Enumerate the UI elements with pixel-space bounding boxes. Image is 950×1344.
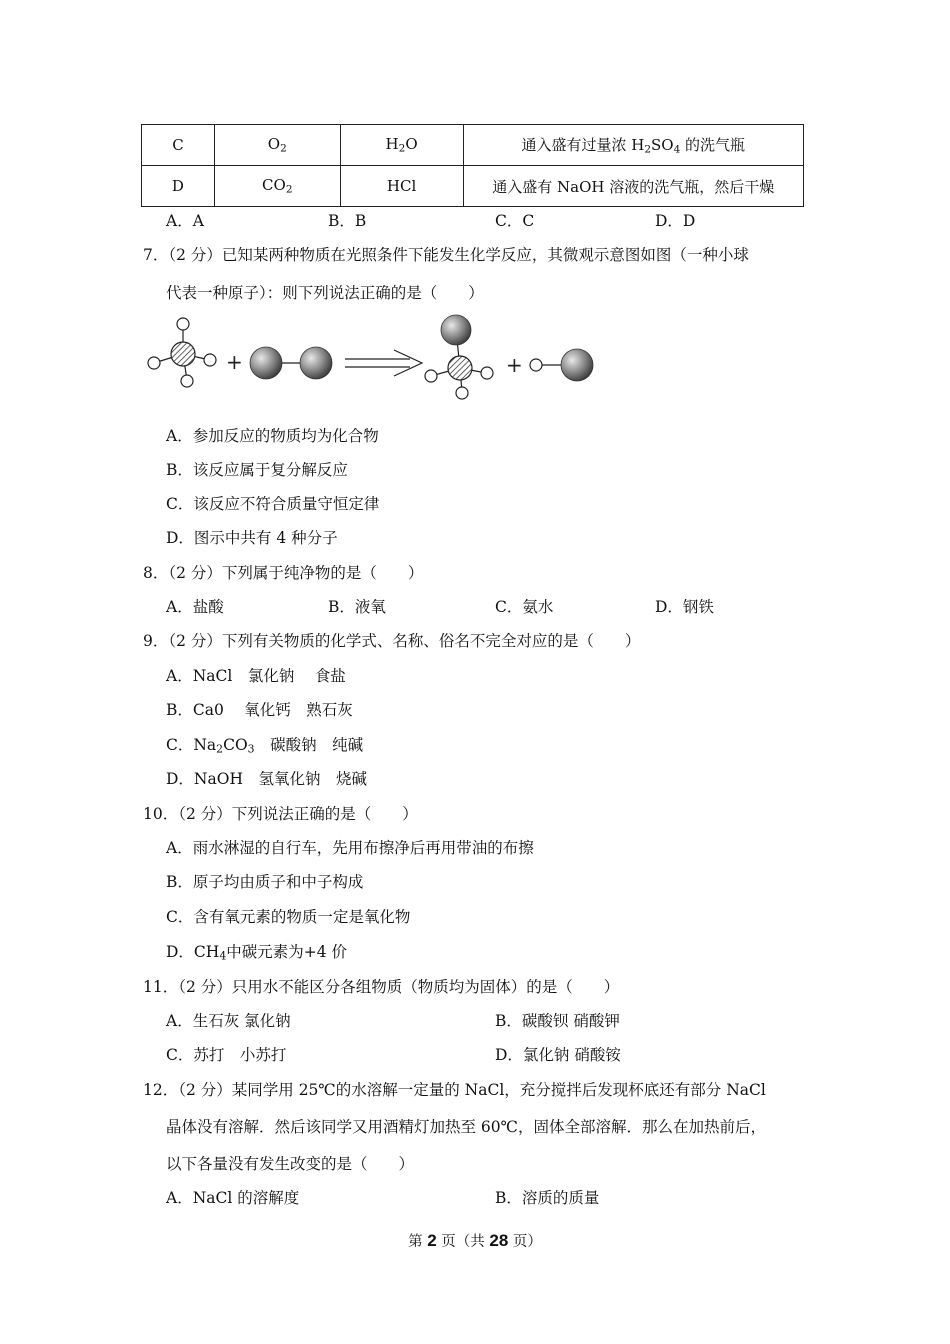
q8-option-d[interactable]: D．钢铁 <box>655 598 714 616</box>
q10-option-d[interactable]: D．$CH_4$中碳元素为+4 价 <box>166 943 347 963</box>
page-total: 28 <box>489 1231 509 1250</box>
q11-option-b[interactable]: B．碳酸钡 硝酸钾 <box>495 1012 620 1030</box>
q11-option-a[interactable]: A．生石灰 氯化钠 <box>166 1012 291 1030</box>
options-table <box>141 124 804 207</box>
hydrogen-chloride-molecule <box>530 349 593 381</box>
q6-option-b[interactable]: B．B <box>328 212 367 230</box>
q12-option-a[interactable]: A．NaCl 的溶解度 <box>166 1189 300 1207</box>
q9-option-a[interactable]: A．NaCl 氯化钠 食盐 <box>166 667 346 685</box>
q10-option-c[interactable]: C．含有氧元素的物质一定是氧化物 <box>166 908 411 926</box>
q6-option-c[interactable]: C．C <box>495 212 535 230</box>
q7-option-c[interactable]: C．该反应不符合质量守恒定律 <box>166 495 380 513</box>
q6-option-a[interactable]: A．A <box>166 212 204 230</box>
row-impurity: HCl <box>340 166 463 207</box>
q8-option-b[interactable]: B．液氧 <box>328 598 386 616</box>
plus-sign: + <box>506 353 523 377</box>
row-substance: $O_2$ <box>214 125 340 166</box>
chloromethane-molecule <box>425 315 493 399</box>
q8-option-a[interactable]: A．盐酸 <box>166 598 224 616</box>
page-footer: 第 2 页（共 28 页） <box>408 1231 542 1250</box>
row-substance: $CO_2$ <box>214 166 340 207</box>
q11-option-c[interactable]: C．苏打 小苏打 <box>166 1046 287 1064</box>
row-letter: D <box>142 166 215 207</box>
q7-stem-line1: 7．（2 分）已知某两种物质在光照条件下能发生化学反应，其微观示意图如图（一种小球 <box>143 246 749 264</box>
q12-stem-line2: 晶体没有溶解．然后该同学又用酒精灯加热至 60℃，固体全部溶解．那么在加热前后， <box>166 1118 766 1136</box>
q10-stem: 10．（2 分）下列说法正确的是（ ） <box>143 805 418 823</box>
reaction-diagram <box>140 310 610 405</box>
q12-option-b[interactable]: B．溶质的质量 <box>495 1189 600 1207</box>
q10-option-b[interactable]: B．原子均由质子和中子构成 <box>166 873 364 891</box>
q12-stem-line3: 以下各量没有发生改变的是（ ） <box>166 1155 415 1173</box>
q8-option-c[interactable]: C．氨水 <box>495 598 554 616</box>
q8-stem: 8．（2 分）下列属于纯净物的是（ ） <box>143 564 424 582</box>
q9-option-b[interactable]: B．Ca0 氧化钙 熟石灰 <box>166 701 353 719</box>
reaction-arrow <box>345 350 422 376</box>
row-method: 通入盛有 NaOH 溶液的洗气瓶，然后干燥 <box>463 166 803 207</box>
q7-option-b[interactable]: B．该反应属于复分解反应 <box>166 461 348 479</box>
table-row <box>142 166 804 207</box>
q9-stem: 9．（2 分）下列有关物质的化学式、名称、俗名不完全对应的是（ ） <box>143 632 641 650</box>
q7-option-a[interactable]: A．参加反应的物质均为化合物 <box>166 427 379 445</box>
q7-option-d[interactable]: D．图示中共有 4 种分子 <box>166 529 338 547</box>
table-row <box>142 125 804 166</box>
methane-molecule <box>148 318 216 387</box>
row-impurity: $H_2O$ <box>340 125 463 166</box>
q10-option-a[interactable]: A．雨水淋湿的自行车，先用布擦净后再用带油的布擦 <box>166 839 534 857</box>
q7-stem-line2: 代表一种原子）：则下列说法正确的是（ ） <box>166 284 484 302</box>
q9-option-c[interactable]: C．$Na_2CO_3$ 碳酸钠 纯碱 <box>166 736 364 756</box>
chlorine-molecule <box>250 347 332 379</box>
q11-option-d[interactable]: D．氯化钠 硝酸铵 <box>495 1046 621 1064</box>
q6-option-d[interactable]: D．D <box>655 212 696 230</box>
plus-sign: + <box>226 350 243 374</box>
q11-stem: 11．（2 分）只用水不能区分各组物质（物质均为固体）的是（ ） <box>143 978 620 996</box>
page-number: 2 <box>427 1231 437 1250</box>
q9-option-d[interactable]: D．NaOH 氢氧化钠 烧碱 <box>166 770 367 788</box>
row-method: 通入盛有过量浓 $H_2SO_4$ 的洗气瓶 <box>463 125 803 166</box>
q12-stem-line1: 12．（2 分）某同学用 25℃的水溶解一定量的 NaCl，充分搅拌后发现杯底还有部分 NaCl <box>143 1081 766 1099</box>
row-letter: C <box>142 125 215 166</box>
